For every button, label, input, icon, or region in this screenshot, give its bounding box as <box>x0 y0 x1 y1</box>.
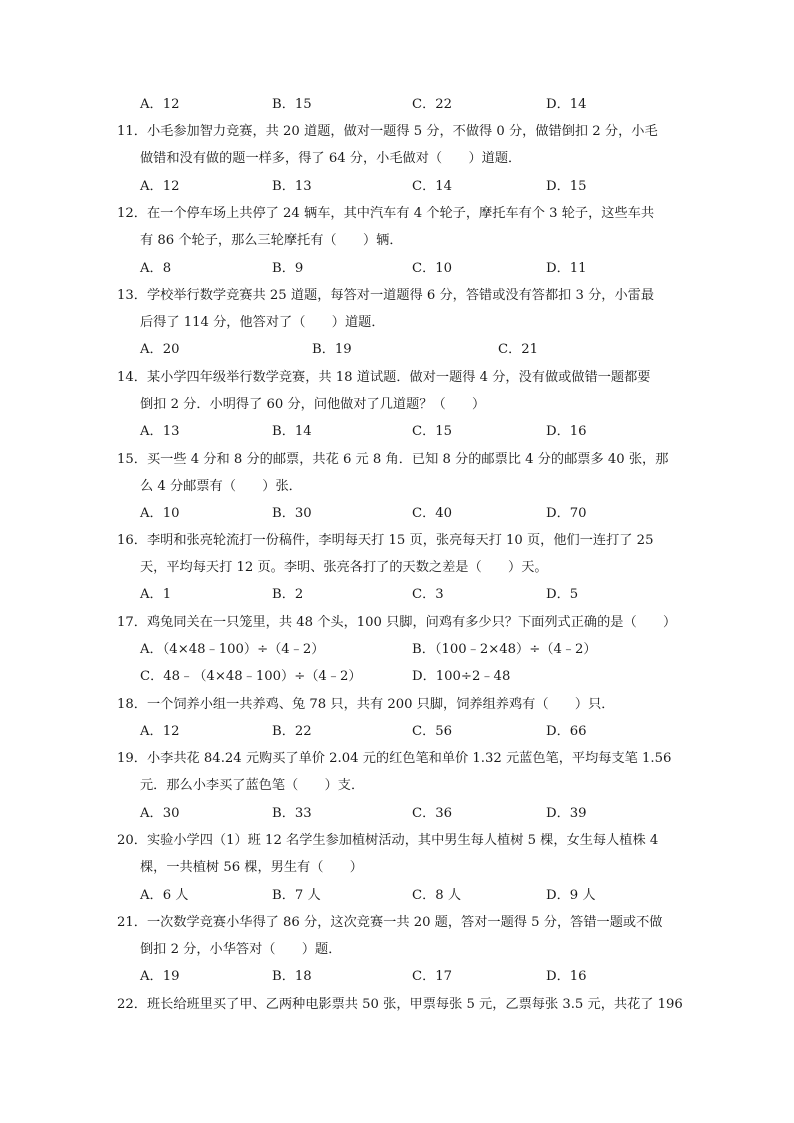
question-19-options <box>140 805 680 823</box>
option-c: C．40 <box>412 506 453 521</box>
question-16-text-line2: 天，平均每天打 12 页。李明、张亮各打了的天数之差是（ ）天。 <box>140 560 548 575</box>
option-b: B．9 <box>272 261 304 276</box>
option-a: A．1 <box>140 587 172 602</box>
option-d: D．5 <box>546 587 579 602</box>
option-a: A．6 人 <box>140 888 189 903</box>
question-13-options <box>140 341 680 359</box>
option-d: D．39 <box>546 806 587 821</box>
question-21-text-line1: 21．一次数学竞赛小华得了 86 分，这次竞赛一共 20 题，答对一题得 5 分，答错一题或不做 <box>117 915 663 930</box>
option-d: D．15 <box>546 179 587 194</box>
option-c: C．56 <box>412 724 453 739</box>
option-a: A．12 <box>140 97 180 112</box>
option-b: B．（100﹣2×48）÷（4﹣2） <box>412 642 597 657</box>
option-a: A．12 <box>140 179 180 194</box>
option-c: C．15 <box>412 424 453 439</box>
option-d: D．14 <box>546 97 587 112</box>
option-d: D．16 <box>546 969 587 984</box>
option-b: B．18 <box>272 969 312 984</box>
question-17-options-row1 <box>140 641 680 659</box>
question-14-options <box>140 423 680 441</box>
option-d: D．66 <box>546 724 587 739</box>
question-22-text-line1: 22．班长给班里买了甲、乙两种电影票共 50 张，甲票每张 5 元，乙票每张 3.5 元，共花了 196 <box>117 997 683 1012</box>
question-14-text-line1: 14．某小学四年级举行数学竞赛，共 18 道试题．做对一题得 4 分，没有做或做错一题都要 <box>117 370 651 385</box>
option-c: C．14 <box>412 179 453 194</box>
question-11-text-line2: 做错和没有做的题一样多，得了 64 分，小毛做对（ ）道题． <box>140 151 522 166</box>
question-14-text-line2: 倒扣 2 分．小明得了 60 分，问他做对了几道题？（ ） <box>140 397 486 412</box>
question-20-text-line2: 棵，一共植树 56 棵，男生有（ ） <box>140 860 363 875</box>
question-11-options <box>140 178 680 196</box>
option-b: B．33 <box>272 806 312 821</box>
option-c: C．21 <box>498 342 539 357</box>
option-a: A．13 <box>140 424 180 439</box>
question-13-text-line2: 后得了 114 分，他答对了（ ）道题． <box>140 315 385 330</box>
question-15-text-line1: 15．买一些 4 分和 8 分的邮票，共花 6 元 8 角．已知 8 分的邮票比 4 分的邮票多 40 张，那 <box>117 452 669 467</box>
option-b: B．15 <box>272 97 312 112</box>
option-a: A．20 <box>140 342 180 357</box>
question-18-options <box>140 723 680 741</box>
question-15-options <box>140 505 680 523</box>
option-a: A．30 <box>140 806 180 821</box>
option-a: A．10 <box>140 506 180 521</box>
question-20-options <box>140 887 680 905</box>
option-c: C．17 <box>412 969 453 984</box>
option-d: D．16 <box>546 424 587 439</box>
option-a: A．8 <box>140 261 172 276</box>
question-21-options <box>140 968 680 986</box>
option-d: D．100÷2﹣48 <box>412 669 511 684</box>
option-d: D．11 <box>546 261 587 276</box>
question-20-text-line1: 20．实验小学四（1）班 12 名学生参加植树活动，其中男生每人植树 5 棵，女生每人植株 4 <box>117 833 659 848</box>
option-c: C．22 <box>412 97 453 112</box>
option-c: C．10 <box>412 261 453 276</box>
option-b: B．22 <box>272 724 312 739</box>
question-17-text-line1: 17．鸡兔同关在一只笼里，共 48 个头，100 只脚，问鸡有多少只？下面列式正确的是（ ） <box>117 615 677 630</box>
option-b: B．2 <box>272 587 304 602</box>
option-b: B．30 <box>272 506 312 521</box>
option-a: A．12 <box>140 724 180 739</box>
option-a: A．（4×48﹣100）÷（4﹣2） <box>140 642 325 657</box>
question-19-text-line2: 元．那么小李买了蓝色笔（ ）支． <box>140 778 365 793</box>
option-c: C．3 <box>412 587 444 602</box>
question-17-options-row2 <box>140 668 680 686</box>
option-d: D．70 <box>546 506 587 521</box>
option-b: B．7 人 <box>272 888 321 903</box>
question-15-text-line2: 么 4 分邮票有（ ）张． <box>140 479 302 494</box>
question-12-text-line2: 有 86 个轮子，那么三轮摩托有（ ）辆． <box>140 233 403 248</box>
question-21-text-line2: 倒扣 2 分，小华答对（ ）题． <box>140 942 342 957</box>
question-11-text-line1: 11．小毛参加智力竞赛，共 20 道题，做对一题得 5 分，不做得 0 分，做错倒扣 2 分，小毛 <box>117 124 658 139</box>
option-b: B．13 <box>272 179 312 194</box>
option-b: B．14 <box>272 424 312 439</box>
option-c: C．48﹣（4×48﹣100）÷（4﹣2） <box>140 669 362 684</box>
question-16-options <box>140 586 680 604</box>
option-c: C．8 人 <box>412 888 462 903</box>
option-c: C．36 <box>412 806 453 821</box>
option-b: B．19 <box>312 342 352 357</box>
question-16-text-line1: 16．李明和张亮轮流打一份稿件，李明每天打 15 页，张亮每天打 10 页，他们一连打了 25 <box>117 533 654 548</box>
question-10-options <box>140 96 680 114</box>
option-a: A．19 <box>140 969 180 984</box>
option-d: D．9 人 <box>546 888 596 903</box>
question-12-text-line1: 12．在一个停车场上共停了 24 辆车，其中汽车有 4 个轮子，摩托车有个 3 轮子，这些车共 <box>117 206 655 221</box>
question-12-options <box>140 260 680 278</box>
question-13-text-line1: 13．学校举行数学竞赛共 25 道题，每答对一道题得 6 分，答错或没有答都扣 3 分，小雷最 <box>117 288 655 303</box>
question-19-text-line1: 19．小李共花 84.24 元购买了单价 2.04 元的红色笔和单价 1.32 元蓝色笔，平均每支笔 1.56 <box>117 751 672 766</box>
question-18-text-line1: 18．一个饲养小组一共养鸡、兔 78 只，共有 200 只脚，饲养组养鸡有（ ）只． <box>117 697 615 712</box>
